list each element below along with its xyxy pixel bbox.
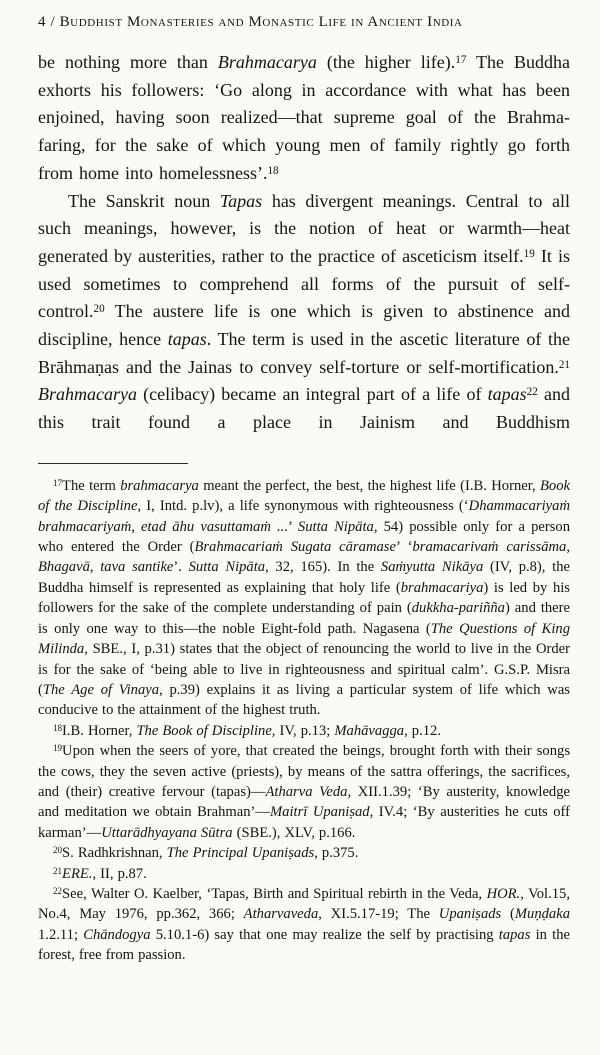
footnote-18: $^{18}$I.B. Horner, The Book of Discipline, IV, p.13; Mahāvagga, p.12. bbox=[53, 722, 441, 739]
footnote-separator-rule bbox=[38, 463, 188, 464]
footnote-21: $^{21}$ERE., II, p.87. bbox=[53, 865, 147, 882]
footnote-19: $^{19}$Upon when the seers of yore, that created the beings, brought forth with their songs the cows, they the seven active (priests), by means of the sattra offerings, the sacrifices, and (their) creative fervour (tapas)—Atharva Veda, XII.1.39; ‘By austerity, knowledge and meditation we obtain Brahman’—Maitrī Upaniṣad, IV.4; ‘By austerities he cuts off karman’—Uttarādhyayana Sūtra (SBE.), XLV, p.166. bbox=[38, 743, 571, 841]
body-paragraph-2: The Sanskrit noun Tapas has divergent meanings. Central to all such meanings, however, is the notion of heat or warmth—heat generated by austerities, rather to the practice of asceticism itself.$^{19}$ It is used sometimes to comprehend all forms of the pursuit of self-control.$^{20}$ The austere life is one which is given to abstinence and discipline, hence tapas. The term is used in the ascetic literature of the Brāhmaṇas and the Jainas to convey self-torture or self-mortification.$^{21}$ Brahmacarya (celibacy) became an integral part of a life of tapas$^{22}$ and this trait found a place in Jainism and Buddhism bbox=[38, 190, 570, 433]
footnote-22: $^{22}$See, Walter O. Kaelber, ‘Tapas, Birth and Spiritual rebirth in the Veda, HOR., Vol.15, No.4, May 1976, pp.362, 366; Atharvaveda, XI.5.17-19; The Upaniṣads (Muṇḍaka 1.2.11; Chāndogya 5.10.1-6) say that one may realize the self by practising tapas in the forest, free from passion. bbox=[38, 885, 571, 964]
footnote-17: $^{17}$The term brahmacarya meant the perfect, the best, the highest life (I.B. Horner, Book of the Discipline, I, Intd. p.lv), a life synonymous with righteousness (‘Dhammacariyaṁ brahmacariyaṁ, etad āhu vasuttamaṁ ...’ Sutta Nipāta, 54) possible only for a person who entered the Order (Brahmacariaṁ Sugata cāramase’ ‘bramacarivaṁ carissāma, Bhagavā, tava santike’. Sutta Nipāta, 32, 165). In the Saṁyutta Nikāya (IV, p.8), the Buddha himself is represented as explaining that holy life (brahmacariya) is led by his followers for the sake of the complete understanding of pain (dukkha-pariñña) and there is only one way to this—the noble Eight-fold path. Nagasena (The Questions of King Milinda, SBE., I, p.31) states that the object of renouncing the world to live in the Order is for the sake of ‘being able to live in righteousness and spiritual calm’. G.S.P. Misra (The Age of Vinaya, p.39) explains it as living a particular system of life which was conducive to the attainment of the highest truth. bbox=[38, 477, 571, 719]
footnote-20: $^{20}$S. Radhkrishnan, The Principal Upaniṣads, p.375. bbox=[53, 845, 359, 862]
running-header: 4 / Buddhist Monasteries and Monastic Life in Ancient India bbox=[38, 14, 463, 30]
body-paragraph-1: be nothing more than Brahmacarya (the higher life).$^{17}$ The Buddha exhorts his followers: ‘Go along in accordance with what has been enjoined, having soon realized—that supreme goal of the Brahma-faring, for the sake of which young men of family rightly go forth from home into homelessness’.$^{18}$ bbox=[38, 52, 571, 183]
